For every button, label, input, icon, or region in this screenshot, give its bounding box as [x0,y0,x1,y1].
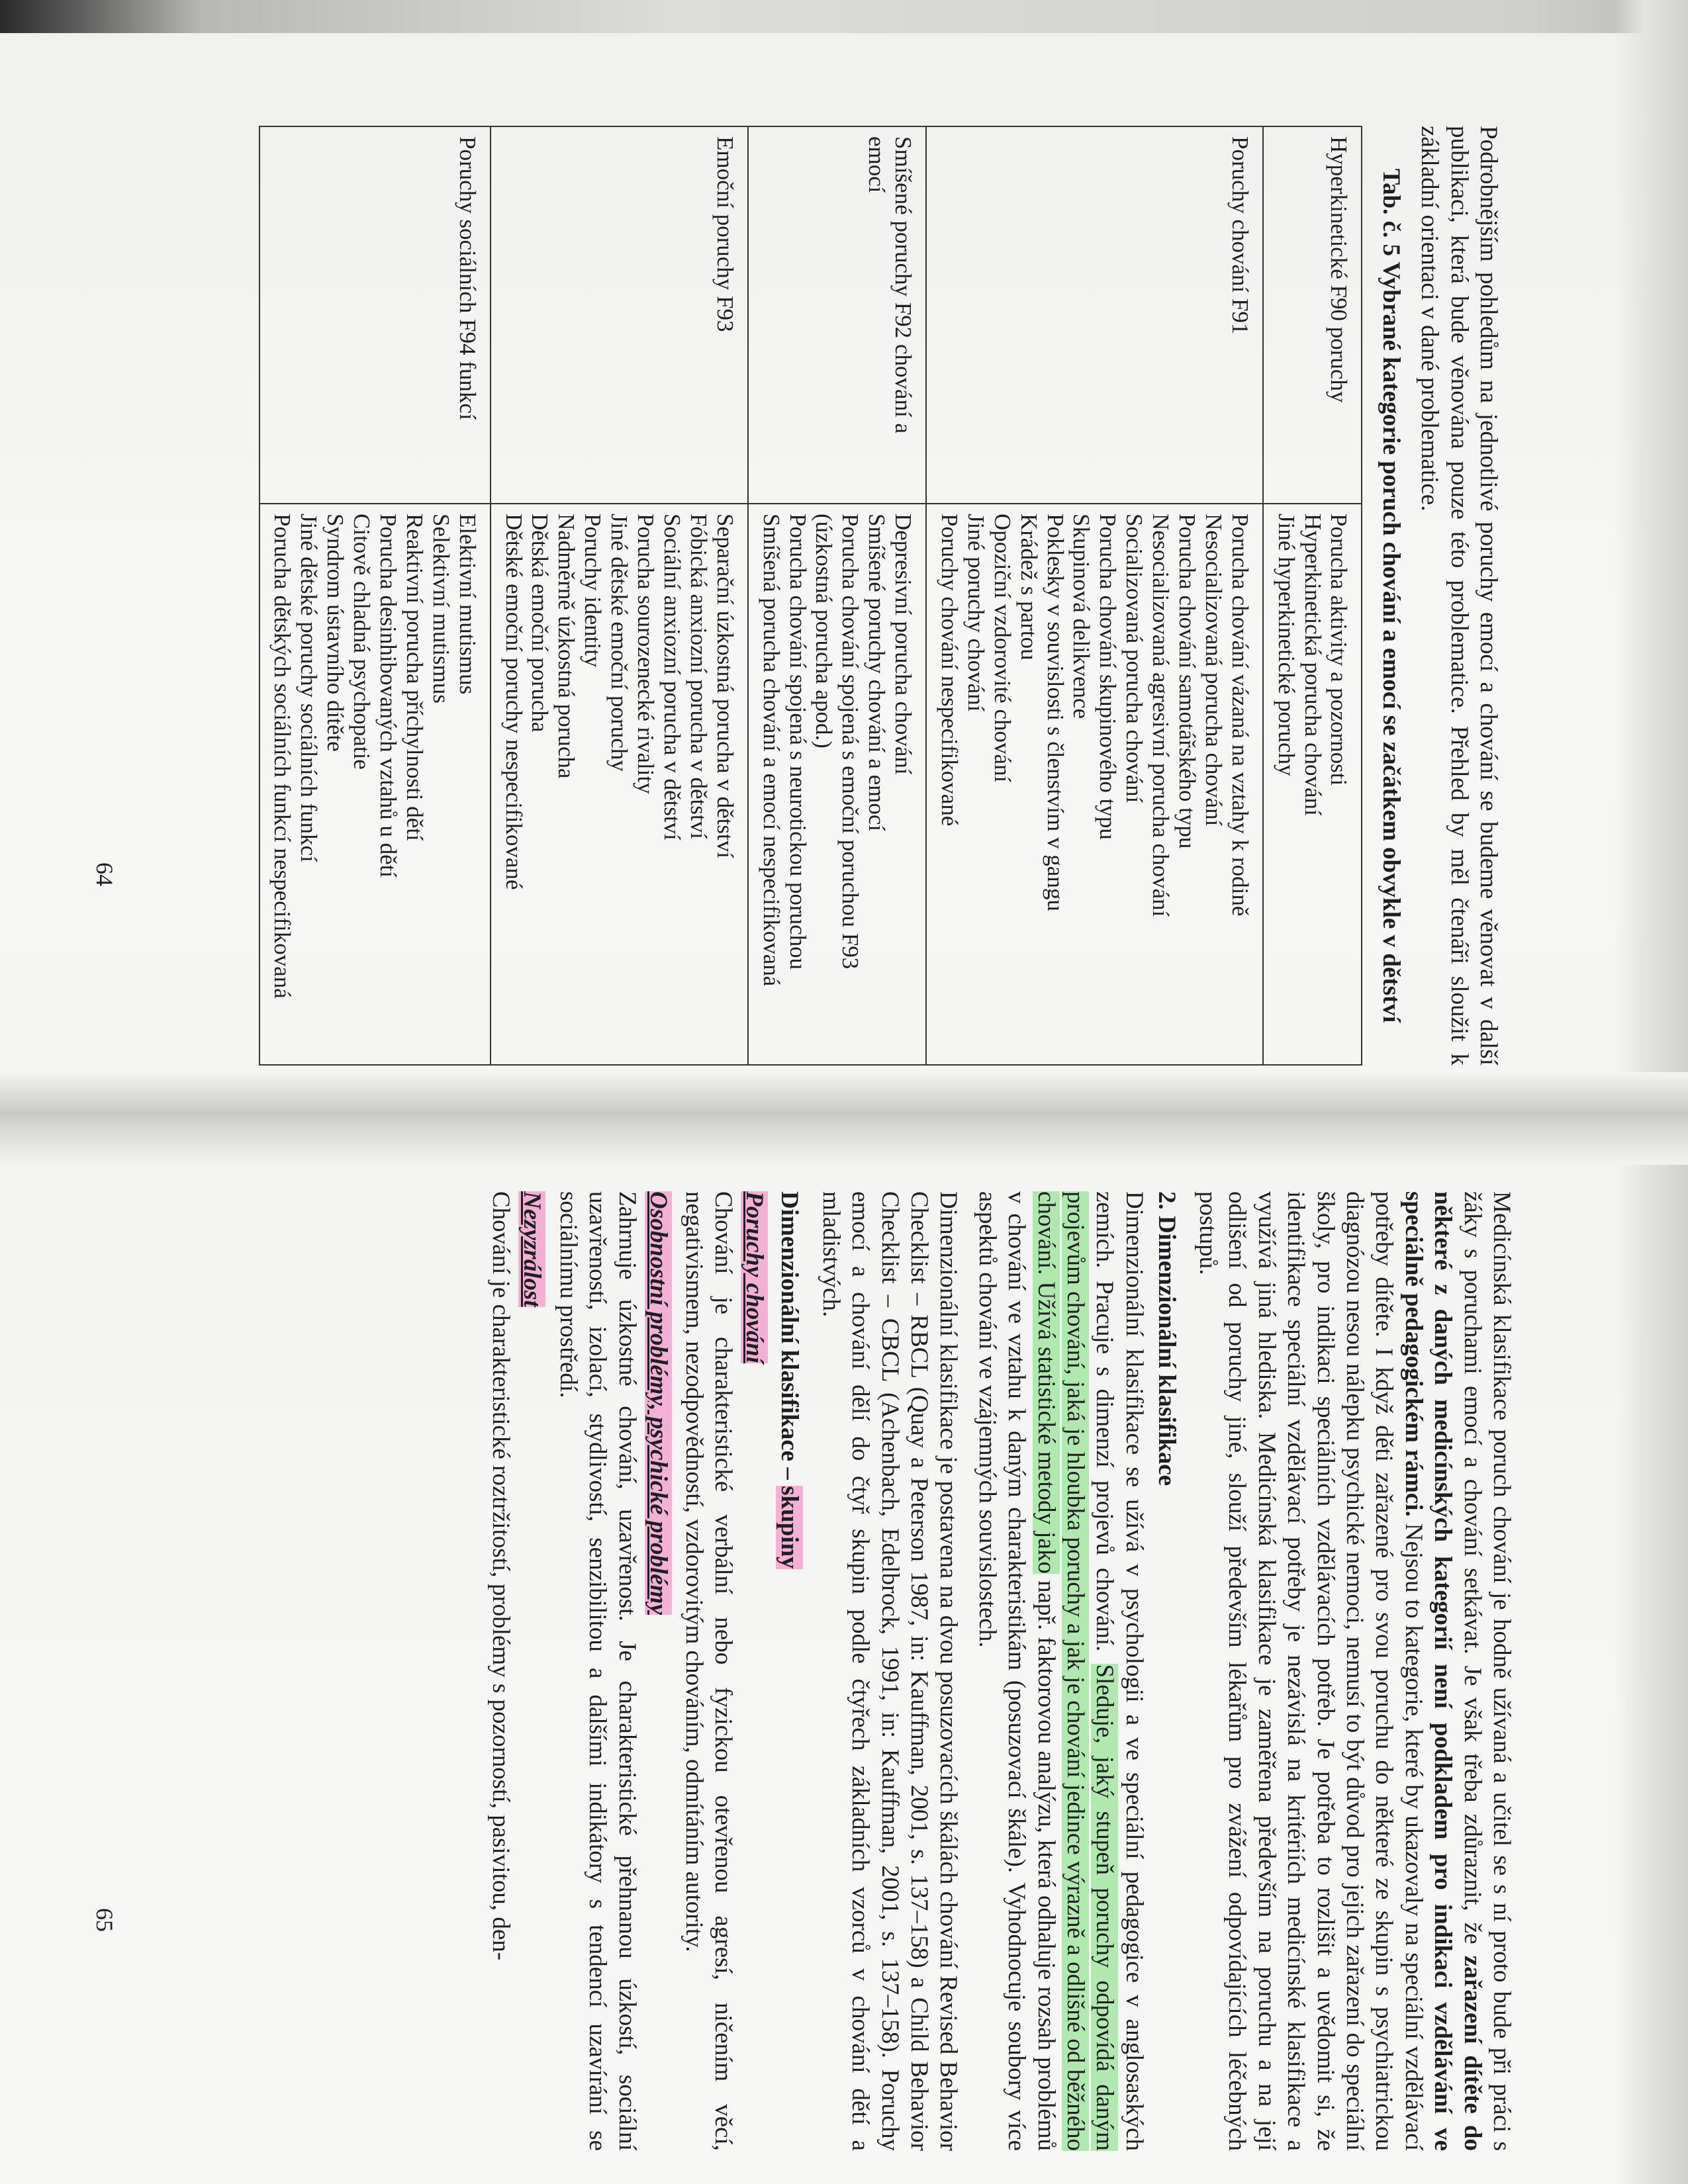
table-row [1263,126,1362,1065]
item-line: Dětská emoční porucha [527,514,553,733]
paragraph-scales: Dimenzionální klasifikace je postavena na dvou posuzovacích škálách chování Revised Behavior Checklist – RBCL (Quay a Peterson 1987, in: Kauffman, 2001, s. 137–158) a Child Behavior Checklist – CBCL (Achenbach, Edelbrock, 1991, in: Kauffman, 2001, s. 137–158). Poruchy emocí a chování dělí do čtyř skupin podle čtyřech základních vzorců v chování dětí a mladistvých. [817,1191,962,2151]
p2-rest: např. faktorovou analýzu, která odhaluje rozsah problémů v chování ve vztahu k daným charakteristikám (posuzovací škále). Vyhodnocuje soubory více aspektů chování ve vzájemných souvislostech. [973,1191,1060,2151]
page-number-64: 64 [91,862,118,886]
category-cell: Poruchy chování F91 [926,126,1263,504]
item-line: Krádež s partou [1015,514,1042,660]
h3-lead: Dimenzionální klasifikace – [776,1191,804,1486]
page-65-content [126,1191,1516,2151]
item-line: Elektivní mutismus [454,514,481,695]
item-line: Poruchy chování nespecifikované [936,514,962,827]
item-line: Nesocializovaná porucha chování [1200,514,1227,827]
s1-title: Poruchy chování [741,1191,769,1364]
subheading-personality [644,1191,673,2151]
heading-dimensional: 2. Dimenzionální klasifikace [1152,1191,1180,1486]
item-line: Smíšená porucha chování a emocí nespecifikovaná [758,514,784,987]
h3-highlight: skupiny [776,1486,804,1569]
p1-rest: Nejsou to kategorie, které by ukazovaly na speciální vzdělávací potřeby dítěte. I když děti zařazené pro svou poruchu do některé ze skupin s psychiatrickou diagnózou nesou nálepku psychické nemoci, nemusí to být důvod pro jejich zařazení do speciální školy, pro indikaci speciálních vzdělávacích potřeb. Je potřeba to rozlišit a uvědomit si, že identifikace speciální vzdělávací potřeby je nezávislá na kritériích medicínské klasifikace a využívá jiná hlediska. Medicínská klasifikace je zaměřena především na poruchu a na její odlišení od poruchy jiné, slouží především lékařům pro zvážení odpovídajících léčebných postupů. [1194,1191,1427,2151]
items-cell [259,504,491,1065]
item-line: Jiné poruchy chování [962,514,989,712]
paragraph-dimensional [972,1191,1148,2151]
p1-bold: zařazení dítěte do některé z daných medicínských kategorií není podkladem pro indikaci vzdělávání ve speciálně pedagogickém rámci. [1399,1191,1486,2151]
items-cell [926,504,1263,1065]
category-cell: Hyperkinetické F90 poruchy [1263,126,1362,504]
item-line: Sociální anxiozní porucha v dětství [659,514,685,841]
item-line: Poruchy identity [580,514,606,668]
item-line: Smíšené poruchy chování a emocí [864,514,890,832]
table-row [259,126,491,1065]
item-line: Dětské emoční poruchy nespecifikované [500,514,527,890]
item-line: Jiné dětské emoční poruchy [606,514,633,772]
item-line: Fóbická anxiozní porucha v dětství [685,514,712,839]
s2-title: Osobnostní problémy, psychické problémy [644,1191,672,1615]
subheading-behavior [740,1191,769,2151]
p2-highlight: Sleduje, jaký stupeň poruchy odpovídá daným projevům chování, jaká je hloubka poruchy a jak je chování jedince výrazně a odlišné od běžného chování. Užívá statistické metody jako [1032,1191,1119,2151]
category-cell: Emoční poruchy F93 [491,126,748,504]
item-line: Depresivní porucha chování [890,514,917,775]
item-line: Porucha desinhibovaných vztahů u dětí [375,514,402,878]
table-row [926,126,1263,1065]
table-row [748,126,926,1065]
text-personality: Zahrnuje úzkostné chování, uzavřenost. Je charakteristické přehnanou úzkostí, sociální uzavřeností, izolací, stydlivostí, senzibilitou a dalšími indikátory s tendencí uzavírání se sociálnímu prostředí. [554,1191,641,2151]
p2-lead: Dimenzionální klasifikace se užívá v psychologii a ve speciální pedagogice v anglosaských zemích. Pracuje s dimenzí projevů chování. [1091,1191,1148,2151]
item-line: Porucha chování spojená s neurotickou poruchou [784,514,811,970]
top-binding-shadow [0,0,1688,33]
item-line: Porucha aktivity a pozornosti [1326,514,1352,786]
item-line: (úzkostná porucha apod.) [811,514,837,749]
text-immaturity: Chování je charakteristické roztržitostí, problémy s pozorností, pasivitou, den- [487,1191,515,1961]
intro-paragraph: Podrobnějším pohledům na jednotlivé poruchy emocí a chování se budeme věnovat v další publikaci, která bude věnována pouze této problematice. Přehled by měl čtenáři sloužit k základní orientaci v dané problematice. [1416,126,1502,1066]
item-line: Separační úzkostná porucha v dětství [712,514,738,858]
item-line: Porucha chování vázaná na vztahy k rodině [1227,514,1253,917]
item-line: Porucha chování skupinového typu [1095,514,1121,840]
subheading-immaturity [518,1191,546,2151]
item-line: Jiné dětské poruchy sociálních funkcí [296,514,322,862]
item-line: Poklesky v souvislosti s členstvím v gangu [1042,514,1068,911]
item-line: Skupinová delikvence [1068,514,1095,719]
item-line: Syndrom ústavního dítěte [322,514,349,752]
page-number-65: 65 [91,1908,118,1932]
p1-lead: Medicínská klasifikace poruch chování je hodně užívaná a učitel se s ní proto bude při práci s žáky s poruchami emocí a chování setkávat. Je však třeba zdůraznit, že [1458,1191,1515,2151]
paragraph-medical-classification [1193,1191,1516,2151]
item-line: Nadměrně úzkostná porucha [553,514,580,779]
category-cell: Poruchy sociálních F94 funkcí [259,126,491,504]
page-65 [0,1191,1688,2151]
page-64 [0,126,1688,1066]
items-cell [491,504,748,1065]
table-row [491,126,748,1065]
heading-groups [775,1191,804,2151]
table-caption: Tab. č. 5 Vybrané kategorie poruch chování a emocí se začátkem obvykle v dětství [1377,168,1405,1023]
item-line: Reaktivní porucha příchylnosti dětí [401,514,428,841]
s3-title: Nezyzrálost [518,1191,546,1307]
item-line: Porucha dětských sociálních funkcí nespecifikovaná [269,514,296,999]
items-cell [748,504,926,1065]
book-gutter [0,1072,1688,1165]
item-line: Opoziční vzdorovité chování [989,514,1015,783]
item-line: Porucha chování samotářského typu [1174,514,1200,849]
page-64-content [146,126,1503,1066]
item-line: Jiné hyperkinetické poruchy [1273,514,1299,776]
item-line: Porucha chování spojená s emoční poruchou F93 [837,514,864,970]
item-line: Citově chladná psychopatie [349,514,375,770]
category-cell: Smíšené poruchy F92 chování a emocí [748,126,926,504]
item-line: Porucha sourozenecké rivality [633,514,659,794]
items-cell [1263,504,1362,1065]
item-line: Socializovaná porucha chování [1121,514,1148,803]
item-line: Hyperkinetická porucha chování [1299,514,1326,816]
item-line: Selektivní mutismus [428,514,454,704]
text-behavior: Chování je charakteristické verbální nebo fyzickou otevřenou agresí, ničením věcí, negativismem, nezodpovědností, vzdorovitým chováním, odmítáním autority. [680,1191,737,2151]
disorders-table [259,126,1363,1066]
item-line: Nesocializovaná agresivní porucha chování [1148,514,1174,917]
